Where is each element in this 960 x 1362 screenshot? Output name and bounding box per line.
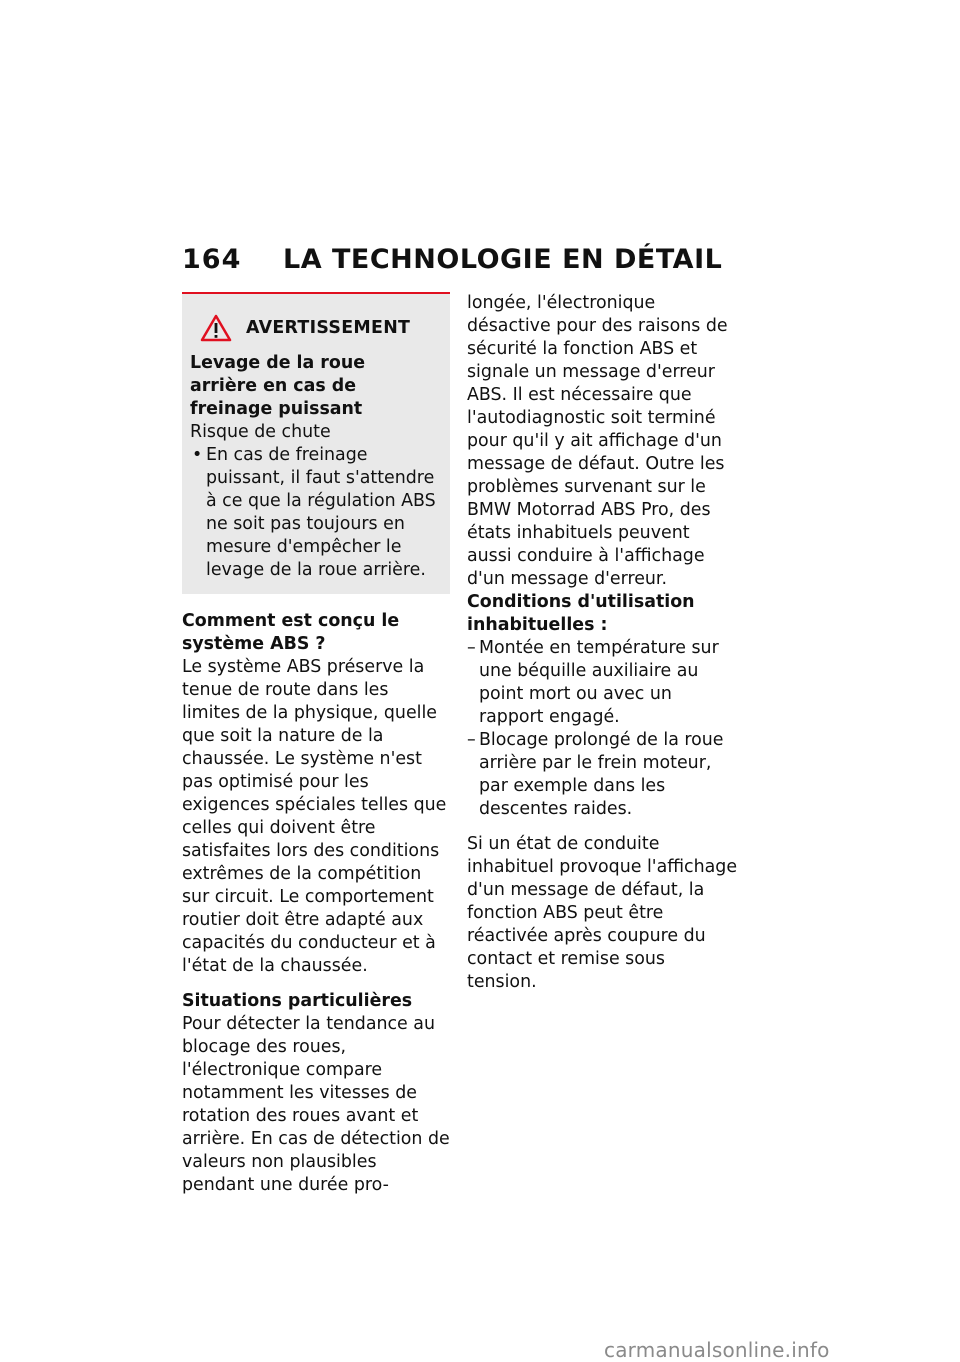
warning-bullet: • En cas de freinage puissant, il faut s'attendre à ce que la régulation ABS ne soit pas toujours en mesure d'empêcher le levage de la roue arrière.	[190, 444, 436, 582]
warning-risk: Risque de chute	[190, 422, 331, 442]
conditions-list	[467, 637, 739, 821]
list-item-text: Blocage prolongé de la roue arrière par le frein moteur, par exemple dans les descentes raides.	[479, 730, 724, 819]
section-body-continued: longée, l'électronique désactive pour des raisons de sécurité la fonction ABS et signale un message d'erreur ABS. Il est nécessaire que l'autodiagnostic soit terminé pour qu'il y ait affichage d'un message de défaut. Outre les problèmes survenant sur le BMW Motorrad ABS Pro, des états inhabituels peuvent aussi conduire à l'affichage d'un message d'erreur.	[467, 293, 728, 589]
special-situations-section	[182, 990, 450, 1197]
section-body: Le système ABS préserve la tenue de route dans les limites de la physique, quelle que soit la nature de la chaussée. Le système n'est pas optimisé pour les exigences spéciales telles que celles qui doivent être satisfaites lors des conditions extrêmes de la compétition sur circuit. Le comportement routier doit être adapté aux capacités du conducteur et à l'état de la chaussée.	[182, 657, 447, 976]
chapter-title: LA TECHNOLOGIE EN DÉTAIL	[283, 244, 723, 275]
list-item: – Montée en température sur une béquille auxiliaire au point mort ou avec un rapport engagé.	[467, 638, 719, 727]
section-heading: Situations particulières	[182, 991, 413, 1011]
warning-title: Levage de la roue arrière en cas de freinage puissant	[190, 353, 365, 419]
section-heading: Comment est conçu le système ABS ?	[182, 611, 400, 654]
section-body: Pour détecter la tendance au blocage des roues, l'électronique compare notamment les vitesses de rotation des roues avant et arrière. En cas de détection de valeurs non plausibles pendant une durée pro-	[182, 1014, 450, 1195]
warning-box	[182, 292, 450, 594]
watermark: carmanualsonline.info	[604, 1338, 830, 1362]
left-column	[182, 292, 450, 1197]
page-number: 164	[182, 244, 242, 275]
conditions-heading: Conditions d'utilisation inhabituelles :	[467, 592, 695, 635]
warning-heading: AVERTISSEMENT	[246, 317, 411, 338]
list-item: – Blocage prolongé de la roue arrière par le frein moteur, par exemple dans les descentes raides.	[467, 730, 724, 819]
abs-design-section	[182, 610, 450, 978]
warning-content	[186, 352, 436, 582]
warning-header	[200, 314, 436, 342]
right-column	[467, 292, 739, 994]
warning-triangle-icon	[200, 314, 232, 342]
conditions-closing: Si un état de conduite inhabituel provoque l'affichage d'un message de défaut, la fonction ABS peut être réactivée après coupure du contact et remise sous tension.	[467, 834, 738, 992]
list-item-text: Montée en température sur une béquille auxiliaire au point mort ou avec un rapport engagé.	[479, 638, 719, 727]
